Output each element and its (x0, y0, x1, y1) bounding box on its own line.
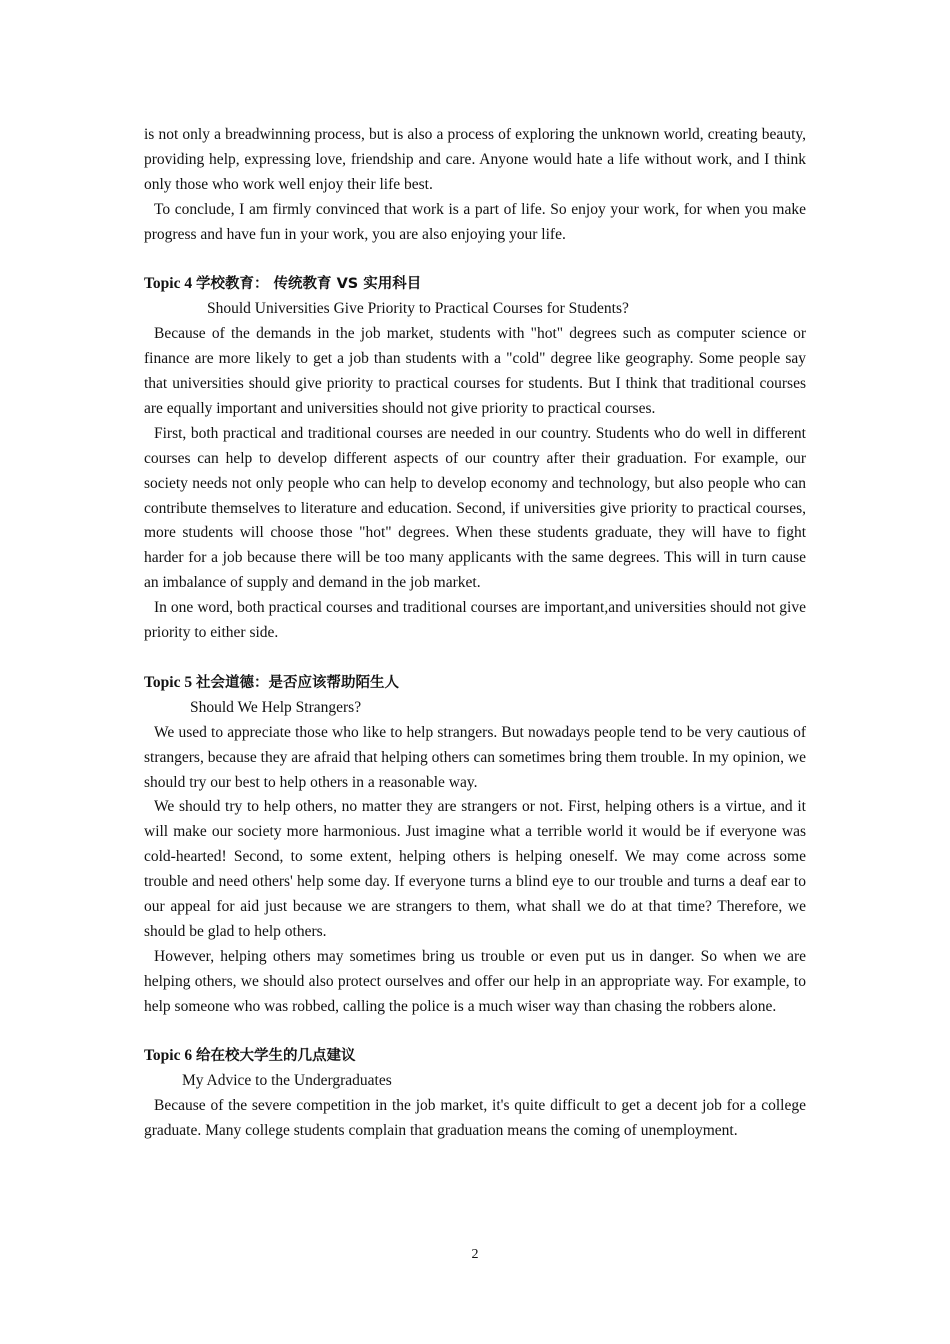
topic-5-paragraph-3: However, helping others may sometimes bring us trouble or even put us in danger. So when we are helping others, we should also protect ourselves and offer our help in an appropriate way. For example, to help someone who was robbed, calling the police is a much wiser way than chasing the robbers alone. (144, 947, 806, 1015)
topic-6-chinese-title: 给在校大学生的几点建议 (195, 1048, 356, 1065)
page-number: 2 (471, 1247, 479, 1262)
topic-5-title: Should We Help Strangers? (190, 698, 362, 716)
topic-4-title: Should Universities Give Priority to Practical Courses for Students? (207, 300, 629, 318)
intro-paragraph-1: is not only a breadwinning process, but is also a process of exploring the unknown world, creating beauty, providing help, expressing love, friendship and care. Anyone would hate a life without work, and I think only those who work well enjoy their life best. (144, 126, 806, 193)
topic-6-title: My Advice to the Undergraduates (182, 1072, 392, 1090)
document-page (144, 123, 806, 1144)
topic-5-paragraph-1: We used to appreciate those who like to help strangers. But nowadays people tend to be very cautious of strangers, because they are afraid that helping others can sometimes bring them trouble. In my opinion, we should try our best to help others in a reasonable way. (144, 723, 806, 791)
topic-6-heading (144, 1044, 806, 1069)
topic-5-section (144, 671, 806, 1020)
topic-4-label: Topic 4 (144, 275, 193, 293)
topic-6-section (144, 1044, 806, 1144)
topic-4-paragraph-3: In one word, both practical courses and traditional courses are important,and universities should not give priority to either side. (144, 599, 806, 642)
intro-paragraph-2: To conclude, I am firmly convinced that work is a part of life. So enjoy your work, for when you make progress and have fun in your work, you are also enjoying your life. (144, 200, 806, 243)
section-spacer (144, 1020, 806, 1045)
section-spacer (144, 248, 806, 273)
topic-6-paragraph-1: Because of the severe competition in the job market, it's quite difficult to get a decent job for a college graduate. Many college students complain that graduation means the coming of unemployment. (144, 1097, 806, 1140)
topic-5-heading (144, 671, 806, 696)
topic-5-chinese-title: 社会道德：是否应该帮助陌生人 (195, 674, 399, 691)
topic-5-paragraph-2: We should try to help others, no matter they are strangers or not. First, helping others is a virtue, and it will make our society more harmonious. Just imagine what a terrible world it would be if everyone was cold-hearted! Second, to some extent, helping others is helping oneself. We may come across some trouble and need others' help some day. If everyone turns a blind eye to our trouble and turns a deaf ear to our appeal for aid just because we are strangers to them, what shall we do at that time? Therefore, we should be glad to help others. (144, 798, 806, 940)
topic-4-chinese-title: 学校教育： 传统教育 VS 实用科目 (195, 276, 422, 293)
topic-4-paragraph-2: First, both practical and traditional courses are needed in our country. Students who do well in different courses can help to develop different aspects of our country after their graduation. For example, our society needs not only people who can help to develop economy and technology, but also people who can contribute themselves to literature and education. Second, if universities give priority to practical courses, more students will choose those "hot" degrees. When these students graduate, they will have to fight harder for a job because there will be too many applicants with the same degrees. This will in turn cause an imbalance of supply and demand in the job market. (144, 424, 806, 592)
topic-6-label: Topic 6 (144, 1047, 193, 1065)
topic-4-paragraph-1: Because of the demands in the job market, students with "hot" degrees such as computer science or finance are more likely to get a job than students with a "cold" degree like geography. Some people say that universities should give priority to practical courses for students. But I think that traditional courses are equally important and universities should not give priority to practical courses. (144, 325, 806, 417)
topic-5-label: Topic 5 (144, 673, 193, 691)
topic-4-section (144, 272, 806, 646)
topic-4-heading (144, 272, 806, 297)
section-spacer (144, 646, 806, 671)
